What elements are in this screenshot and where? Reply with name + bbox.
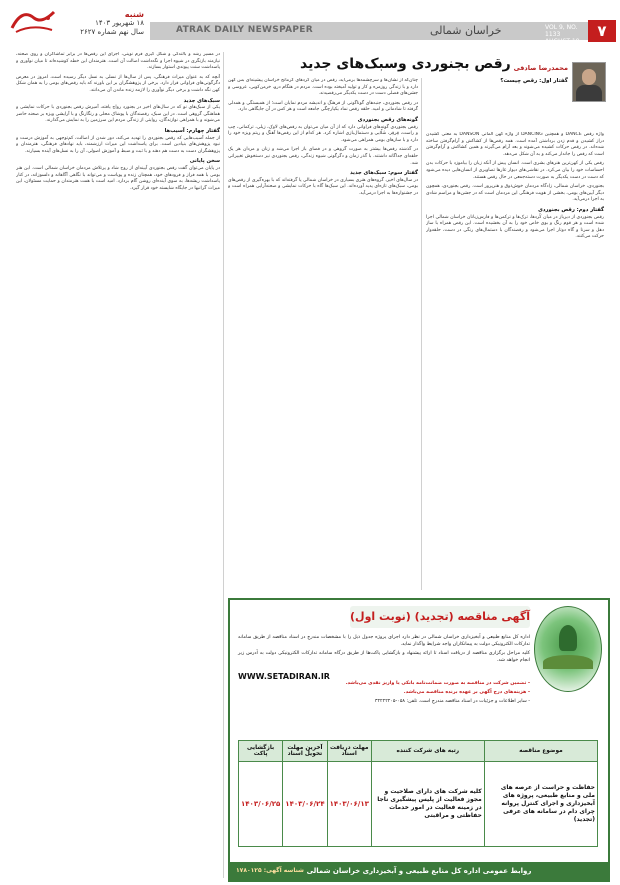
tender-table [238, 740, 598, 847]
column-divider [223, 52, 224, 878]
table-header: آخرین مهلت تحویل اسناد [283, 741, 327, 762]
paragraph: رقص بجنوردی از دیرباز در میان کُردها، ترک‌ها و ترکمن‌ها و فارس‌زبانان خراسان شمالی اجرا شده است و هر قوم رنگ و بوی خاص خود را به آن بخشیده است. این رقص همراه با ساز دهل و سرنا و گاه دوتار اجرا می‌شود و رقصندگان با دستمال‌های رنگی در دست، حلقه‌وار حرکت می‌کنند. [426, 214, 604, 240]
masthead-date [64, 10, 144, 37]
advert-title: آگهی مناقصه (تجدید) (نوبت اول) [350, 606, 530, 628]
column-divider [421, 78, 422, 590]
advert-website-link[interactable]: WWW.SETADIRAN.IR [238, 672, 330, 681]
advert-body [238, 634, 530, 707]
page-number: ۷ [588, 20, 616, 42]
table-header: موضوع مناقصه [484, 741, 597, 762]
subheading: گونه‌های رقص بجنوردی [357, 116, 418, 123]
article-column-middle [228, 78, 418, 618]
advert-paragraph: اداره کل منابع طبیعی و آبخیزداری خراسان شمالی در نظر دارد اجرای پروژه جدول ذیل را با مشخصات مندرج در اسناد مناقصه از طریق سامانه تدارکات الکترونیکی دولت به پیمانکاران واجد شرایط واگذار نماید. [238, 635, 530, 647]
masthead-date-fa: ۱۸ شهریور ۱۴۰۳ [95, 19, 144, 27]
tender-advert [228, 598, 610, 882]
paragraph: در رقص بجنوردی، جنبه‌های گوناگونی از فرهنگ و اندیشه مردم نمایان است؛ از همبستگی و همدلی گرفته تا شادمانی و امید. حلقه رقص نماد یکپارچگی جامعه است و هر کس در آن جایگاهی دارد. [228, 100, 418, 113]
advert-note: - تضمین شرکت در مناقصه به صورت ضمانت‌نامه بانکی یا واریز نقدی می‌باشد. [345, 681, 530, 686]
masthead-day: شنبه [124, 10, 144, 19]
newspaper-name: ATRAK DAILY NEWSPAPER [176, 25, 313, 35]
paragraph: رقص بجنوردی گونه‌های فراوانی دارد که از آن میان می‌توان به رقص‌های لاوک، زیلی، ترکمانی، چپ و راست، قِرقِر، شَلّایی و دستمال‌بازی اشاره کرد. هر کدام از این رقص‌ها آهنگ و ریتم ویژه خود را دارد و با سازهای بومی همراهی می‌شود. [228, 124, 418, 143]
opening-date: ۱۴۰۳/۰۶/۲۵ [239, 762, 283, 847]
paragraph: در گذشته رقص‌ها بیشتر به صورت گروهی و در فضای باز اجرا می‌شد و زنان و مردان هر یک حلقه‌ای جداگانه داشتند. با گذر زمان و دگرگونی شیوه زندگی، رقص بجنوردی نیز دستخوش تغییراتی شد. [228, 147, 418, 166]
advert-paragraph: کلیه مراحل برگزاری مناقصه از دریافت اسناد تا ارائه پیشنهاد و بازگشایی پاکت‌ها از طریق درگاه سامانه تدارکات الکترونیکی دولت به آدرس زیر انجام خواهد شد. [238, 651, 530, 663]
table-header: رتبه های شرکت کننده [371, 741, 484, 762]
paragraph: در سال‌های اخیر، گروه‌های هنری بسیاری در خراسان شمالی پا گرفته‌اند که با بهره‌گیری از رقص‌های بومی، سبک‌های تازه‌ای پدید آورده‌اند. این سبک‌ها گاه با حرکات نمایشی و صحنه‌آرایی همراه است و در جشنواره‌ها به اجرا درمی‌آید. [228, 177, 418, 196]
subheading: گفتار دوم: رقص بجنوردی [538, 206, 604, 213]
issue-volume: VOL 9, NO. 1133 [545, 24, 578, 38]
tender-grade: کلیه شرکت های دارای صلاحیت و مجوز فعالیت از پلیس پیشگیری ناجا در زمینه فعالیت در امور خدمات حفاظتی و مراقبتی [371, 762, 484, 847]
table-header: مهلت دریافت اسناد [327, 741, 371, 762]
advert-publisher: روابط عمومی اداره کل منابع طبیعی و آبخیزداری خراسان شمالی [306, 867, 532, 875]
paragraph: در مسیر رشد و بالندگی و شکل گیری فرم نوینی، اجرای این رقص‌ها در برابر تماشاگران و روی صحنه، نیازمند بازنگری در شیوه اجرا و نگه‌داشت اصالت آن است. هنرمندان این خطه کوشیده‌اند تا میان نوآوری و پاسداشت سنت پیوندی استوار بسازند. [16, 52, 220, 71]
advert-note: - سایر اطلاعات و جزئیات در اسناد مناقصه مندرج است. تلفن: ۰۵۸-۳۲۲۲۲۲۰۵ [374, 699, 530, 704]
paragraph: چنان‌که از نشان‌ها و سرچشمه‌ها برمی‌آید، رقص در میان کُردهای کرمانج خراسان پیشینه‌ای بس کهن دارد و با زندگی روزمره و کار و تولید آمیخته بوده است. مردم در هنگام درو، خرمن‌کوبی، عروسی و جشن‌های فصلی دست در دست یکدیگر می‌رقصیدند. [228, 78, 418, 97]
newspaper-logo [8, 4, 60, 38]
author-name: محمدرضا صادقی [513, 64, 568, 72]
issue-date-en: AUGUST 19, 2024 [545, 38, 582, 52]
submit-deadline: ۱۴۰۳/۰۶/۲۴ [283, 762, 327, 847]
tender-subject: حفاظت و حراست از عرصه های ملی و منابع طبیعی، پروژه های آبخیزداری و اجرای کنترل پروانه چرای دام در سامانه های عرفی (تجدید) [484, 762, 597, 847]
advert-id: شناسه آگهی: ۱۷۸۰۱۲۵ [236, 867, 304, 874]
paragraph: در پایان می‌توان گفت رقص بجنوردی آیینه‌ای از روح شاد و پرتلاش مردمان خراسان شمالی است. این هنر بومی با همه فراز و فرودهای خود، همچنان زنده و پویاست و می‌تواند با نگاهی آگاهانه و دلسوزانه، در کنار پاسداشت ریشه‌ها، به سوی آینده‌ای روشن گام بردارد. امید است با همت هنرمندان و حمایت مسئولان، این میراث گرانبها در جایگاه شایسته خود قرار گیرد. [16, 165, 220, 191]
issue-meta [545, 24, 583, 52]
section-heading: گفتار اول: رقص چیست؟ [500, 78, 568, 84]
section-name: خراسان شمالی [430, 24, 502, 37]
subheading: سخن پایانی [189, 158, 220, 165]
paragraph: رقص یکی از کهن‌ترین هنرهای بشری است. انسان پیش از آنکه زبان را بیاموزد با حرکات بدن احساسات خود را بیان می‌کرد. در نقاشی‌های دیوار غارها تصاویری از انسان‌هایی دیده می‌شود که دست در دست یکدیگر به صورت دسته‌جمعی در حال رقص هستند. [426, 161, 604, 180]
table-row [239, 762, 598, 847]
paragraph: آنچه که به عنوان میراث فرهنگی، پس از سال‌ها از نسلی به نسل دیگر رسیده است، امروز در معرض دگرگونی‌های فراوانی قرار دارد. برخی از پژوهشگران بر این باورند که باید رقص‌های بومی را به همان شکل کهن نگه داشت و برخی دیگر نوآوری را لازمه زنده ماندن آن می‌دانند. [16, 74, 220, 93]
paragraph: از جمله آسیب‌هایی که رقص بجنوردی را تهدید می‌کند، دور شدن از اصالت، کم‌توجهی به آموزش درست و نبود پژوهش‌های بنیادین است. برای پاسداشت این میراث ارزشمند، باید نهادهای فرهنگی، هنرمندان و پژوهشگران دست به دست هم دهند و با ثبت و ضبط و آموزش اصولی، آن را به نسل‌های آینده بسپارند. [16, 135, 220, 154]
table-header: بازگشایی پاکت [239, 741, 283, 762]
subheading: گفتار سوم: سبک‌های جدید [350, 170, 418, 177]
author-photo [572, 62, 606, 102]
paragraph: بجنوردی، خراسان شمالی، زادگاه مردمان خوش‌ذوق و هنرپرور است. رقص بجنوردی، همچون دیگر آیین‌های بومی، بخشی از هویت فرهنگی این مردمان است که در جشن‌ها و مراسم شادی به اجرا درمی‌آید. [426, 184, 604, 203]
natural-resources-emblem [534, 606, 602, 692]
article-column-left [16, 52, 220, 876]
masthead-issue: سال نهم شماره ۲۶۲۷ [80, 28, 144, 36]
advert-note: - هزینه‌های درج آگهی بر عهده برنده مناقصه می‌باشد. [403, 690, 530, 695]
receive-deadline: ۱۴۰۳/۰۶/۱۳ [327, 762, 371, 847]
subheading: گفتار چهارم: آسیب‌ها [164, 127, 220, 134]
paragraph: یکی از سبک‌های نو که در سال‌های اخیر در بجنورد رواج یافته، آمیزش رقص بجنوردی با حرکات نمایشی و هماهنگی گروهی است. در این سبک، رقصندگان با پوشاک محلی و رنگارنگ و با آرایشی ویژه بر صحنه حاضر می‌شوند و با همراهی نوازندگان، روایتی از زندگی مردم این سرزمین را به نمایش می‌گذارند. [16, 105, 220, 124]
advert-footer [230, 862, 608, 880]
paragraph: واژه رقص DANCE و همچنین DANCING از واژه کهن آلمانی DANSON به معنی کشیدن دراز کشیدن و قدم زدن برداشتن آمده است. همه رقص‌ها از کشاکش و آرام‌گرفتن ساخته شده‌اند. در رقص حرکات کشیده می‌شوند و بعد آرام می‌گیرند و همین کشاکش و آرام‌گرفتن است که رقص را جاندار می‌کند و به آن شکل می‌دهد. [426, 132, 604, 157]
article-column-right [426, 132, 604, 672]
article-title: رقص بجنوردی وسبک‌های جدید [300, 56, 511, 72]
page-header [0, 0, 620, 52]
subheading: سبک‌های جدید [183, 97, 220, 104]
